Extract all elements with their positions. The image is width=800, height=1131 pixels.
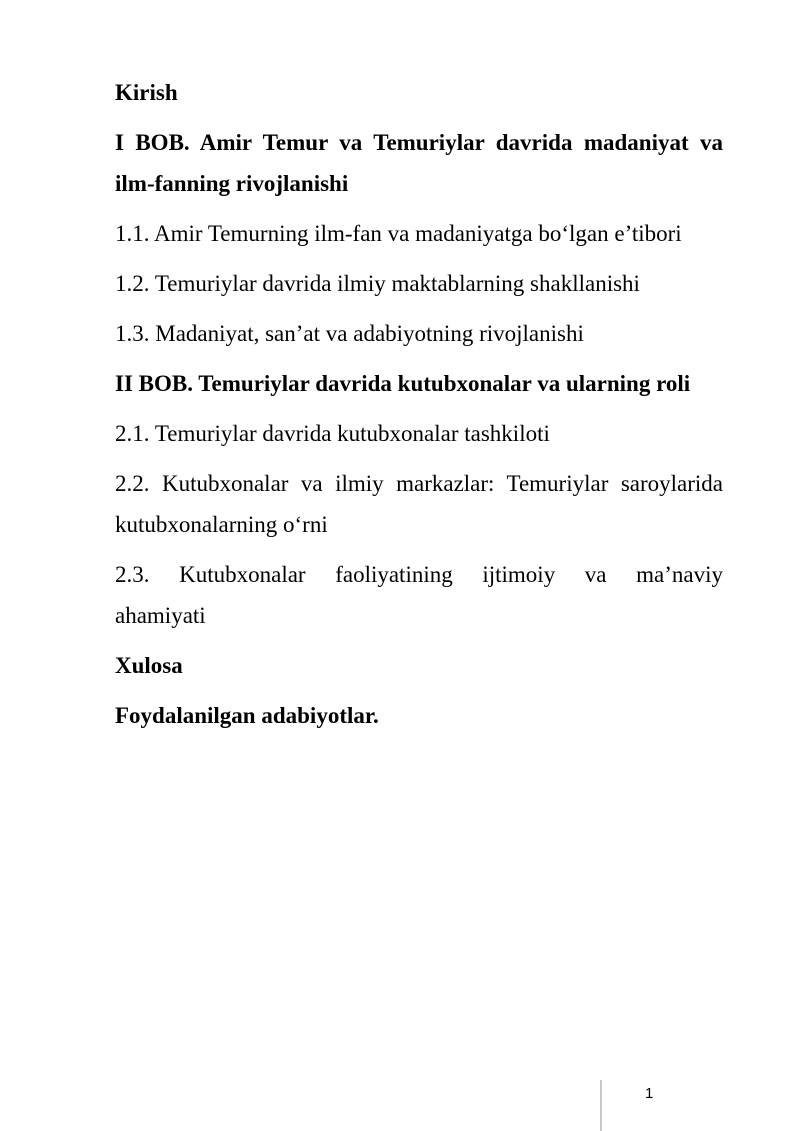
- toc-conclusion: Xulosa: [115, 653, 183, 678]
- toc-section-2-3: [115, 554, 723, 636]
- toc-section-2-3-first-line: 2.3. Kutubxonalar faoliyatining ijtimoiy va ma’naviy: [115, 562, 723, 587]
- toc-section-2-2: 2.2. Kutubxonalar va ilmiy markazlar: Temuriylar saroylarida kutubxonalarning o‘rni: [115, 471, 723, 537]
- toc-section-2-3-second-line: ahamiyati: [115, 603, 206, 628]
- table-of-contents: [115, 72, 723, 745]
- toc-chapter-2-title: II BOB. Temuriylar davrida kutubxonalar va ularning roli: [115, 371, 691, 396]
- toc-chapter-1-title: I BOB. Amir Temur va Temuriylar davrida madaniyat va ilm-fanning rivojlanishi: [115, 130, 723, 196]
- toc-section-2-1: 2.1. Temuriylar davrida kutubxonalar tashkiloti: [115, 421, 550, 446]
- toc-intro: Kirish: [115, 80, 178, 105]
- toc-section-1-3: 1.3. Madaniyat, san’at va adabiyotning rivojlanishi: [115, 321, 584, 346]
- page-number: 1: [645, 1085, 654, 1102]
- footer-divider: [600, 1080, 602, 1131]
- toc-references: Foydalanilgan adabiyotlar.: [115, 703, 379, 728]
- toc-section-1-1: 1.1. Amir Temurning ilm-fan va madaniyatga bo‘lgan e’tibori: [115, 221, 682, 246]
- toc-section-1-2: 1.2. Temuriylar davrida ilmiy maktablarning shakllanishi: [115, 271, 640, 296]
